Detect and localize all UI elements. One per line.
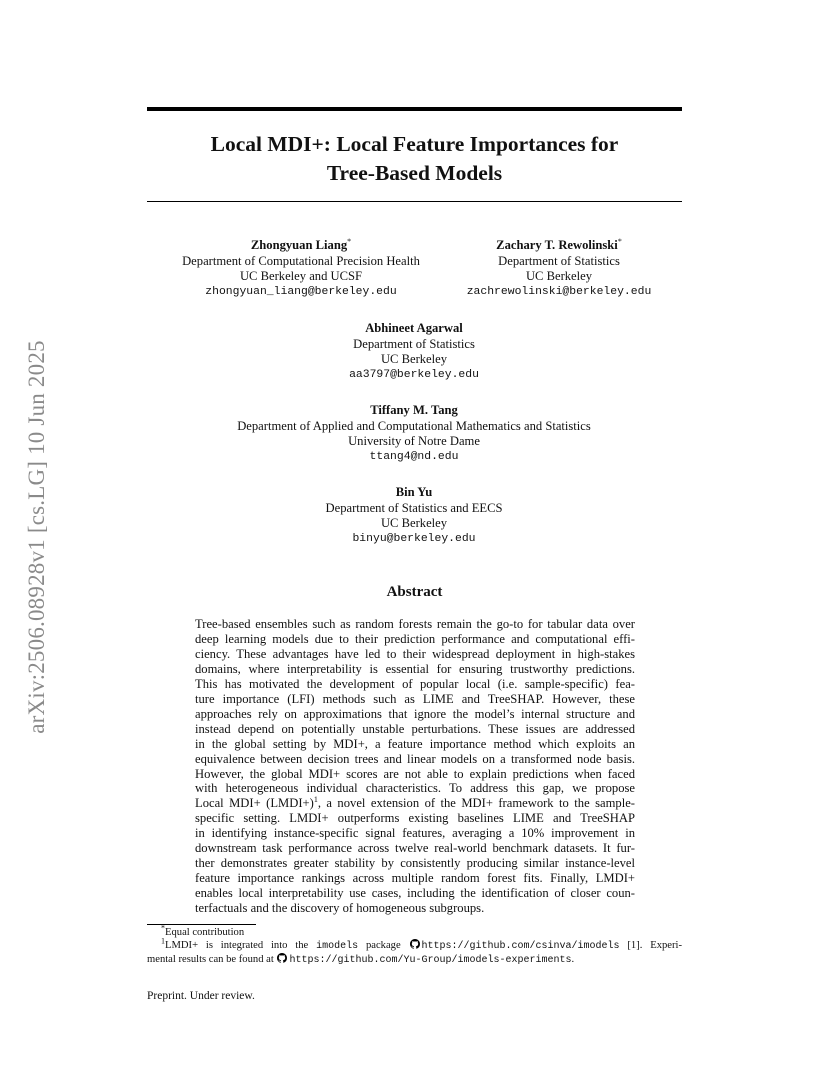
footnote-ref-1[interactable]: 1 [313, 795, 318, 805]
footnote-1-line-1 [147, 936, 682, 953]
author-email[interactable]: zachrewolinski@berkeley.edu [466, 285, 652, 298]
author-affiliation: Department of Computational Precision Health [182, 253, 420, 268]
footnotes [147, 923, 682, 968]
abstract-line: downstream task performance across twelve real-world benchmark datasets. It fur- [195, 841, 635, 856]
abstract-line: approaches rely on approximations that ignore the model’s internal structure and [195, 706, 635, 721]
author-email[interactable]: ttang4@nd.edu [369, 450, 459, 463]
footnote-text: Equal contribution [165, 927, 245, 938]
author-affiliation: UC Berkeley [525, 269, 593, 284]
abstract-line: deep learning models due to their prediction performance and computational effi- [195, 631, 635, 646]
abstract-line: ture importance (LFI) methods such as LIME and TreeSHAP. However, these [195, 691, 635, 706]
title-top-rule [147, 107, 682, 111]
author-affiliation: University of Notre Dame [348, 434, 480, 449]
author-name: Zhongyuan Liang [250, 238, 348, 252]
experiments-repo-link[interactable]: https://github.com/Yu-Group/imodels-experiments [289, 955, 572, 967]
footnote-mark: * [161, 923, 165, 933]
title-bottom-rule [147, 201, 682, 202]
abstract-heading: Abstract [386, 584, 443, 600]
github-icon [410, 939, 420, 949]
equal-contribution-mark: * [617, 236, 622, 246]
author-affiliation: Department of Applied and Computational Mathematics and Statistics [237, 418, 591, 433]
footnote-text: mental results can be found at [147, 954, 277, 966]
abstract-line: ther demonstrates greater stability by consistently producing similar instance-level [195, 856, 635, 871]
footnote-text: LMDI+ is integrated into the [165, 940, 317, 952]
abstract-line: ciency. These advantages have led to their widespread deployment in high-stakes [195, 646, 635, 661]
abstract-body [195, 617, 635, 916]
abstract-line: terfactuals and the discovery of homogeneous subgroups. [195, 901, 485, 916]
author-affiliation: Department of Statistics [353, 336, 475, 351]
abstract-text: Local MDI+ (LMDI+) [195, 796, 314, 811]
title-line-1: Local MDI+: Local Feature Importances for [210, 132, 619, 156]
abstract-line: with heterogeneous individual characteristics. To address this gap, we propose [195, 781, 635, 796]
abstract-line: instead depend on potentially unstable perturbations. These issues are addressed [195, 721, 635, 736]
abstract-line: domains, where interpretability is essential for ensuring trustworthy predictions. [195, 661, 635, 676]
footnote-text: package [358, 940, 409, 952]
author-email[interactable]: binyu@berkeley.edu [352, 532, 476, 545]
author-name: Zachary T. Rewolinski [496, 238, 618, 252]
footnote-text: [1]. Experi- [619, 940, 682, 952]
abstract-text: , a novel extension of the MDI+ framework to the sample- [317, 796, 635, 811]
imodels-repo-link[interactable]: https://github.com/csinva/imodels [421, 941, 620, 953]
footnote-1-line-2 [147, 953, 682, 967]
footnote-text: . [571, 954, 575, 966]
author-block-1 [182, 238, 420, 300]
author-email[interactable]: aa3797@berkeley.edu [349, 368, 479, 381]
author-email[interactable]: zhongyuan_liang@berkeley.edu [205, 285, 397, 298]
author-affiliation: UC Berkeley and UCSF [239, 269, 363, 284]
abstract-line: equivalence between decision trees and linear models on a transformed node basis. [195, 751, 635, 766]
abstract-line: However, the global MDI+ scores are not able to explain predictions when faced [195, 766, 635, 781]
author-affiliation: UC Berkeley [380, 352, 448, 367]
title-line-2: Tree-Based Models [326, 161, 503, 185]
footnote-equal-contribution [147, 923, 682, 939]
arxiv-identifier-stamp: arXiv:2506.08928v1 [cs.LG] 10 Jun 2025 [24, 340, 49, 734]
author-affiliation: UC Berkeley [380, 516, 448, 531]
preprint-notice: Preprint. Under review. [147, 990, 255, 1002]
abstract-line: in identifying instance-specific signal features, averaging a 10% improvement in [195, 826, 635, 841]
abstract-line: feature importance rankings across multiple random forest fits. Finally, LMDI+ [195, 871, 635, 886]
paper-title [147, 130, 682, 188]
github-icon [277, 953, 287, 963]
author-name: Abhineet Agarwal [365, 321, 463, 335]
author-block-5 [326, 485, 503, 547]
abstract-line: This has motivated the development of popular local (i.e. sample-specific) fea- [195, 676, 635, 691]
abstract-line: in the global setting by MDI+, a feature importance method which exploits an [195, 736, 635, 751]
author-affiliation: Department of Statistics and EECS [325, 500, 503, 515]
author-block-3 [349, 321, 479, 383]
author-name: Bin Yu [395, 485, 433, 499]
equal-contribution-mark: * [347, 236, 352, 246]
footnote-mark: 1 [161, 936, 165, 946]
abstract-line-with-footnote [195, 796, 635, 811]
author-block-4 [237, 403, 591, 465]
abstract-line: Tree-based ensembles such as random forests remain the go-to for tabular data over [195, 617, 635, 631]
author-block-2 [467, 238, 652, 300]
abstract-line: enables local interpretability use cases, including the identification of closer coun- [195, 886, 635, 901]
package-name: imodels [316, 941, 359, 953]
author-name: Tiffany M. Tang [370, 403, 458, 417]
abstract-line: specific setting. LMDI+ outperforms existing baselines LIME and TreeSHAP [195, 811, 635, 826]
author-affiliation: Department of Statistics [498, 253, 620, 268]
